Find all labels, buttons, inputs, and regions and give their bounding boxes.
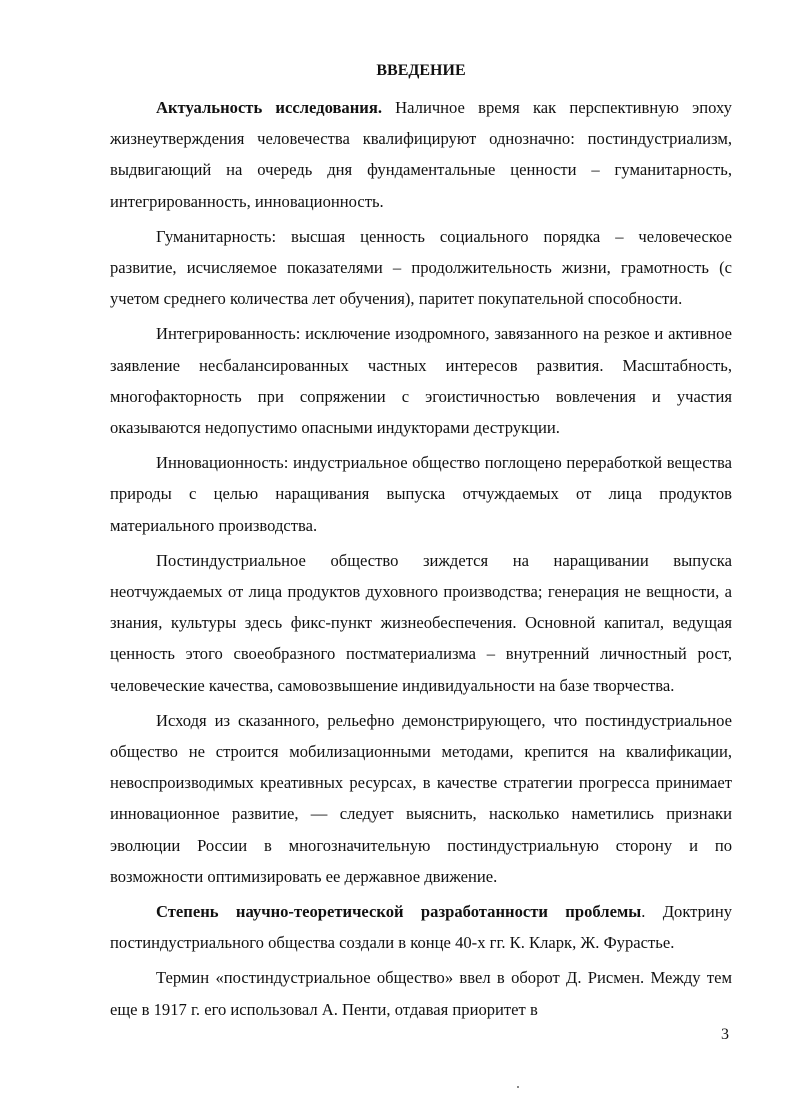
paragraph-postindustrial [110,545,732,701]
paragraph-text: Наличное время как перспективную эпоху жизнеутверждения человечества квалифицируют однозначно: постиндустриализм, выдвигающий на очередь дня фундаментальные ценности – гуманитарность, интегрированность, инновационность. [110,98,732,211]
paragraph-text: Постиндустриальное общество зиждется на наращивании выпуска неотчуждаемых от лица продуктов духовного производства; генерация не вещности, а знания, культуры здесь фикс-пункт жизнеобеспечения. Основной капитал, ведущая ценность этого своеобразного постматериализма – внутренний личностный рост, человеческие качества, самовозвышение индивидуальности на базе творчества. [110,550,732,695]
paragraph-degree [110,896,732,958]
scan-artifact [517,1086,519,1088]
paragraph-text: . Доктрину постиндустриального общества создали в конце 40-х гг. К. Кларк, Ж. Фурастье. [110,902,732,953]
paragraph-text: Интегрированность: исключение изодромного, завязанного на резкое и активное заявление несбалансированных частных интересов развития. Масштабность, многофакторность при сопряжении с эгоистичностью вовлечения и участия оказываются недопустимо опасными индукторами деструкции. [110,324,732,438]
paragraph-integration [110,318,732,443]
paragraph-humanity [110,221,732,315]
document-title: ВВЕДЕНИЕ [376,62,466,79]
paragraph-text: Гуманитарность: высшая ценность социального порядка – человеческое развитие, исчисляемое показателями – продолжительность жизни, грамотность (с учетом среднего количества лет обучения), паритет покупательной способности. [110,226,732,309]
paragraph-text: Исходя из сказанного, рельефно демонстрирующего, что постиндустриальное общество не строится мобилизационными методами, крепится на квалификации, невоспроизводимых креативных ресурсах, в качестве стратегии прогресса принимает инновационное развитие, — следует выяснить, насколько наметились признаки эволюции России в многозначительную постиндустриальную сторону и по возможности оптимизировать ее державное движение. [110,710,732,886]
paragraph-lead: Степень научно-теоретической разработанности проблемы [156,902,642,922]
paragraph-relevance [110,92,732,217]
paragraph-lead: Актуальность исследования. [156,98,382,117]
page-number: 3 [721,1026,729,1043]
paragraph-term [110,962,732,1024]
paragraph-text: Инновационность: индустриальное общество поглощено переработкой вещества природы с целью наращивания выпуска отчуждаемых от лица продуктов материального производства. [110,453,732,535]
paragraph-text: Термин «постиндустриальное общество» ввел в оборот Д. Рисмен. Между тем еще в 1917 г. его использовал А. Пенти, отдавая приоритет в [110,968,732,1019]
paragraph-innovation [110,447,732,541]
paragraph-conclusion [110,705,732,892]
document-page [110,60,732,1029]
